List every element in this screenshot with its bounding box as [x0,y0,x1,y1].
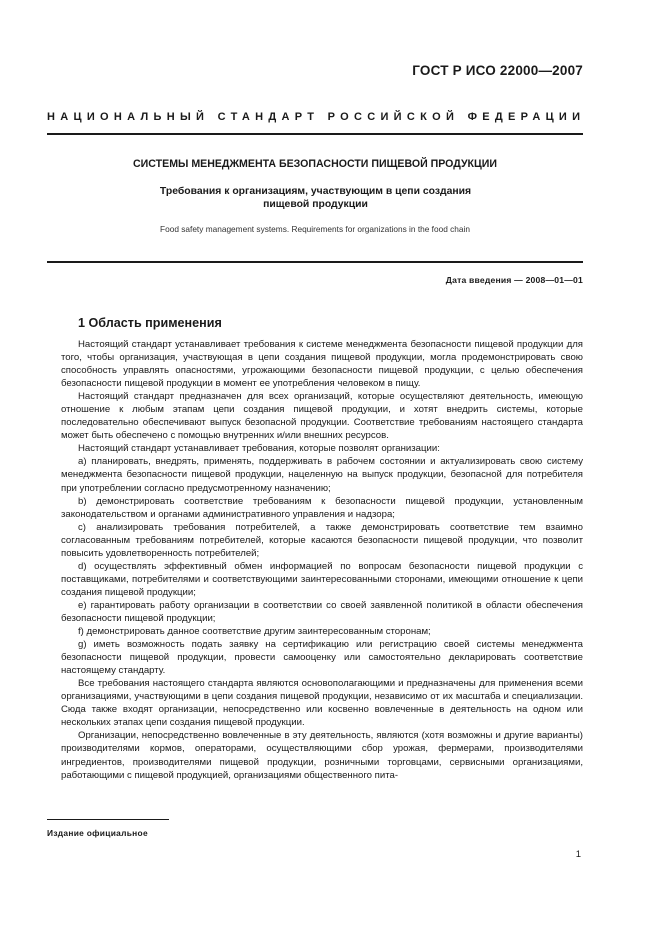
english-title: Food safety management systems. Requirements for organizations in the food chain [160,224,470,234]
paragraph: Настоящий стандарт устанавливает требования, которые позволят организации: [78,443,440,455]
document-code: ГОСТ Р ИСО 22000—2007 [412,63,583,78]
standard-title: СИСТЕМЫ МЕНЕДЖМЕНТА БЕЗОПАСНОСТИ ПИЩЕВОЙ ПРОДУКЦИИ [133,158,497,170]
standard-subtitle [120,185,511,211]
paragraph: Настоящий стандарт устанавливает требования к системе менеджмента безопасности пищевой продукции для того, чтобы организация, участвующая в цепи создания пищевой продукции, могла продемонстрировать свою способность управлять опасностями, угрожающими безопасности пищевой продукции, с целью обеспечения безопасности пищевой продукции в момент ее употребления человеком в пищу. [61,339,583,390]
introduction-date: Дата введения — 2008—01—01 [445,275,583,285]
edition-note: Издание официальное [47,828,148,838]
paragraph: Настоящий стандарт предназначен для всех организаций, которые осуществляют деятельность, имеющую отношение к любым этапам цепи создания пищевой продукции, и хотят внедрить системы, которые последовательно обеспечивают выпуск безопасной продукции. Соответствие требованиям настоящего стандарта может быть обеспечено с помощью внутренних и/или внешних ресурсов. [61,391,583,442]
list-item-e: e) гарантировать работу организации в соответствии со своей заявленной политикой в области обеспечения безопасности пищевой продукции; [61,599,583,624]
middle-divider [47,261,583,263]
paragraph: Все требования настоящего стандарта являются основополагающими и предназначены для применения всеми организациями, участвующими в цепи создания пищевой продукции, независимо от их масштаба и специализации. Сюда также входят организации, непосредственно или косвенно вовлеченные в деятельность на одном или нескольких этапах цепи создания пищевой продукции. [61,678,583,729]
footer-divider [47,819,169,820]
list-item-b: b) демонстрировать соответствие требованиям к безопасности пищевой продукции, установленным законодательством и органами административного управления и надзора; [61,495,583,520]
subtitle-line-2: пищевой продукции [263,199,368,210]
list-item-d: d) осуществлять эффективный обмен информацией по вопросам безопасности пищевой продукции с поставщиками, потребителями и соответствующими заинтересованными сторонами, имеющими отношение к цепи создания пищевой продукции; [61,560,583,598]
list-item-g: g) иметь возможность подать заявку на сертификацию или регистрацию своей системы менеджмента безопасности пищевой продукции, провести самооценку или самостоятельно декларировать соответствие настоящему стандарту. [61,639,583,677]
list-item-a: a) планировать, внедрять, применять, поддерживать в рабочем состоянии и актуализировать свою систему менеджмента безопасности пищевой продукции, нацеленную на выпуск продукции, безопасной для потребителя при употреблении согласно предусмотренному назначению; [61,456,583,494]
list-item-f: f) демонстрировать данное соответствие другим заинтересованным сторонам; [78,626,431,638]
section-body [61,338,583,782]
paragraph: Организации, непосредственно вовлеченные в эту деятельность, являются (хотя возможны и другие варианты) производителями кормов, операторами, осуществляющими сбор урожая, фермерами, производителями ингредиентов, производителями пищевой продукции, розничными торговцами, сервисными организациями, работающими с пищевой продукцией, организациями общественного пита- [61,730,583,781]
list-item-c: c) анализировать требования потребителей, а также демонстрировать соответствие тем взаимно согласованным требованиям потребителей, которые касаются безопасности пищевой продукции, что позволит повысить удовлетворенность потребителей; [61,521,583,559]
subtitle-line-1: Требования к организациям, участвующим в цепи создания [159,186,472,197]
section-title: 1 Область применения [78,316,222,330]
top-divider [47,133,583,135]
page-number: 1 [575,849,581,860]
national-standard-heading: НАЦИОНАЛЬНЫЙ СТАНДАРТ РОССИЙСКОЙ ФЕДЕРАЦИИ [47,111,586,123]
